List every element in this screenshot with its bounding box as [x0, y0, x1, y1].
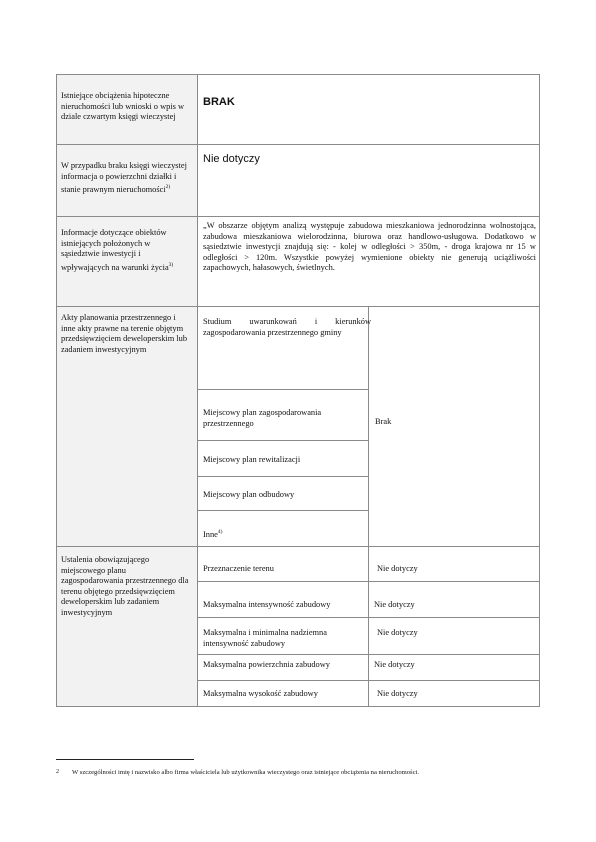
footnote-separator [56, 759, 194, 760]
zoning-item-name: Maksymalna powierzchnia zabudowy [203, 660, 330, 669]
table-border-top [56, 74, 540, 75]
footnote-ref[interactable]: 2) [165, 184, 171, 191]
zoning-label: Ustalenia obowiązującego miejscowego planu zagospodarowania przestrzennego dla terenu objętego przedsięwzięciem deweloperskim lub zadaniem inwestycyjnym [61, 555, 189, 617]
zoning-item-name: Maksymalna wysokość zabudowy [203, 689, 318, 698]
label-column-divider [197, 74, 198, 707]
planning-subrow-divider [197, 510, 369, 511]
planning-item-reconstruction: Miejscowy plan odbudowy [203, 490, 295, 499]
zoning-item-name: Maksymalna i minimalna nadziemna intensywność zabudowy [203, 628, 327, 648]
table-border-left [56, 74, 57, 707]
planning-subrow-divider [197, 440, 369, 441]
zoning-item-name: Przeznaczenie terenu [203, 564, 274, 573]
row-divider [56, 306, 540, 307]
land-info-value: Nie dotyczy [203, 153, 260, 165]
zoning-item-value: Nie dotyczy [377, 628, 418, 637]
mortgage-label: Istniejące obciążenia hipoteczne nieruchomości lub wnioski o wpis w dziale czwartym księgi wieczystej [61, 91, 185, 122]
zoning-subrow-divider [197, 581, 540, 582]
row-divider [56, 546, 540, 547]
neighborhood-description: „W obszarze objętym analizą występuje zabudowa mieszkaniowa jednorodzinna wolnostojąca, zabudowa mieszkaniowa wielorodzinna, biurowa oraz handlowo-usługowa. Dodatkowo w sąsiedztwie inwestycji znajdują się: - kolej w odległości > 350m, - droga krajowa nr 15 w odległości > 120m. Wszystkie powyżej wymienione obiekty nie generują uciążliwości zapachowych, hałasowych, świetlnych. [203, 221, 536, 273]
planning-item-other [203, 527, 363, 540]
zoning-item-value: Nie dotyczy [374, 660, 415, 669]
planning-item-other-text: Inne [203, 529, 218, 539]
zoning-item-name: Maksymalna intensywność zabudowy [203, 600, 331, 609]
planning-value: Brak [375, 417, 392, 426]
zoning-item-value: Nie dotyczy [374, 600, 415, 609]
zoning-subrow-divider [197, 680, 540, 681]
footnote-ref[interactable]: 3) [168, 261, 174, 268]
row-divider [56, 216, 540, 217]
planning-subrow-divider [197, 389, 369, 390]
neighborhood-label [61, 228, 189, 273]
table-border-bottom [56, 706, 540, 707]
mortgage-value: BRAK [203, 96, 235, 108]
zoning-subrow-divider [197, 654, 540, 655]
planning-item-studium: Studium uwarunkowań i kierunków zagospodarowania przestrzennego gminy [203, 317, 371, 337]
planning-label: Akty planowania przestrzennego i inne akty prawne na terenie objętym przedsięwzięciem deweloperskim lub zadaniem inwestycyjnym [61, 313, 188, 354]
land-info-label [61, 161, 189, 196]
table-border-right [539, 74, 540, 707]
footnote-number: 2 [56, 769, 59, 775]
zoning-item-value: Nie dotyczy [377, 564, 418, 573]
planning-subrow-divider [197, 476, 369, 477]
zoning-subrow-divider [197, 617, 540, 618]
footnote-text: W szczególności imię i nazwisko albo firma właściciela lub użytkownika wieczystego oraz istniejące obciążenia na nieruchomości. [72, 769, 420, 776]
neighborhood-label-text: Informacje dotyczące obiektów istniejących położonych w sąsiedztwie inwestycji i wpływających na warunki życia [61, 228, 169, 272]
footnote-ref[interactable]: 4) [217, 529, 223, 535]
row-divider [56, 144, 540, 145]
planning-item-mpzp: Miejscowy plan zagospodarowania przestrzennego [203, 408, 322, 428]
planning-item-revitalization: Miejscowy plan rewitalizacji [203, 455, 301, 464]
land-info-label-text: W przypadku braku księgi wieczystej informacja o powierzchni działki i stanie prawnym nieruchomości [61, 161, 187, 194]
zoning-subcolumn-divider [368, 546, 369, 707]
zoning-item-value: Nie dotyczy [377, 689, 418, 698]
